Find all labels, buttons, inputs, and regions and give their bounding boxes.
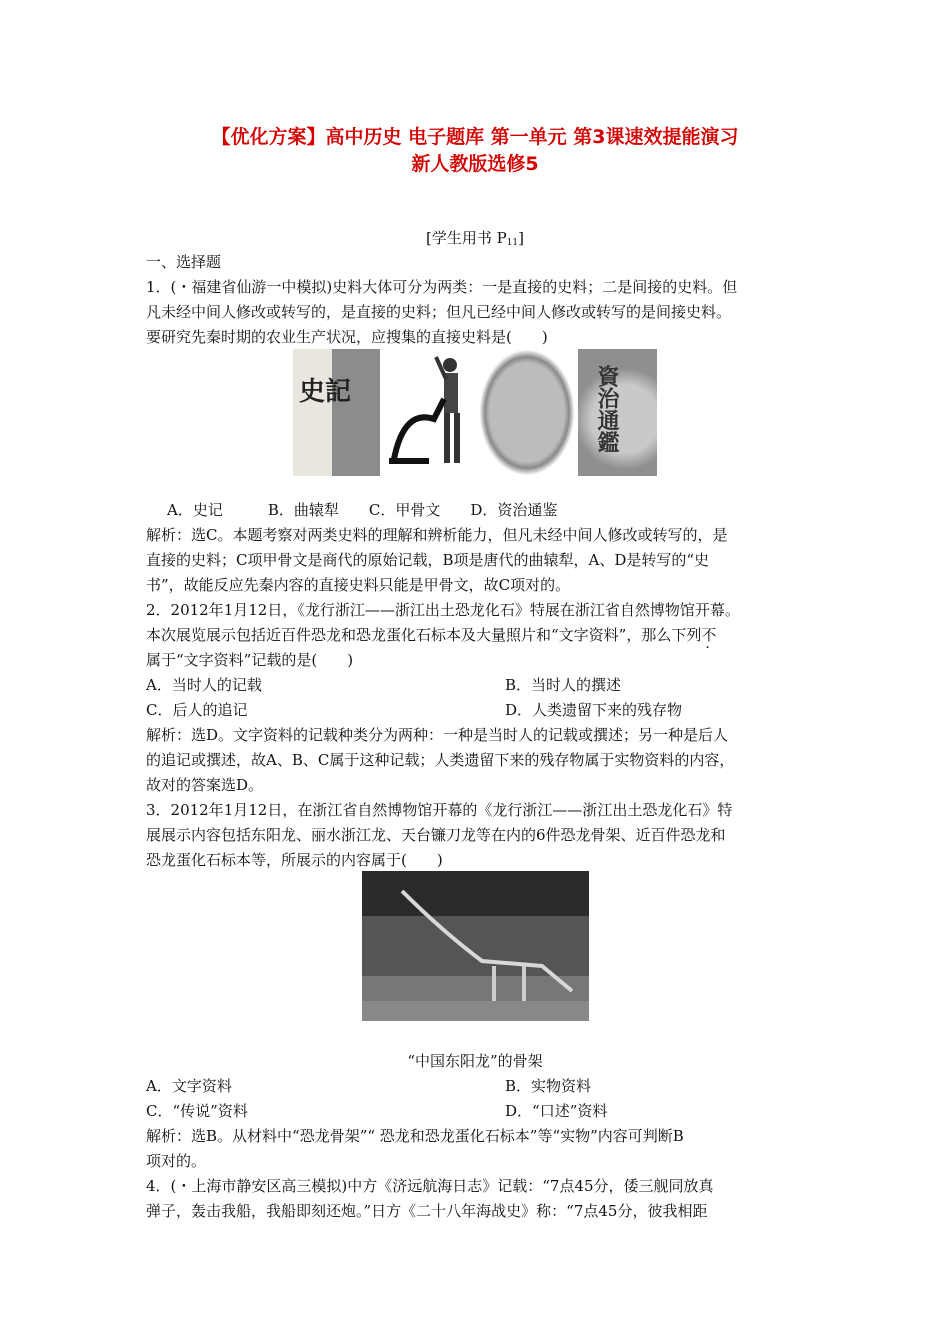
- q1-line: 要研究先秦时期的农业生产状况，应搜集的直接史料是( ): [146, 328, 548, 346]
- q1-line: 凡未经中间人修改或转写的，是直接的史料；但凡已经中间人修改或转写的是间接史料。: [146, 303, 732, 321]
- plough-illustration: [384, 349, 476, 476]
- q2-analysis-line: 故对的答案选D。: [146, 776, 264, 794]
- q3-option-a: A．文字资料: [146, 1077, 232, 1095]
- q3-option-c: C．“传说”资料: [146, 1102, 248, 1120]
- oracle-bone-image: [479, 349, 575, 476]
- q1-analysis-line: 书”，故能反应先秦内容的直接史料只能是甲骨文，故C项对的。: [146, 576, 571, 594]
- q2-option-b: B．当时人的撰述: [505, 676, 622, 694]
- q2-analysis-line: 解析：选D。文字资料的记载种类分为两种：一种是当时人的记载或撰述；另一种是后人: [146, 726, 729, 744]
- section-heading: 一、选择题: [146, 253, 222, 271]
- q4-line: 4．(・上海市静安区高三模拟)中方《济远航海日志》记载：“7点45分，倭三舰同放真: [146, 1177, 714, 1195]
- dinosaur-skeleton-photo: [362, 871, 589, 1021]
- skeleton-illustration: [362, 871, 589, 1021]
- curved-plough-image: [384, 349, 476, 476]
- q3-option-b: B．实物资料: [505, 1077, 592, 1095]
- q2-line: 本次展览展示包括近百件恐龙和恐龙蛋化石标本及大量照片和“文字资料”，那么下列不: [146, 626, 717, 644]
- q1-line: 1．(・福建省仙游一中模拟)史料大体可分为两类：一是直接的史料；二是间接的史料。但: [146, 278, 738, 296]
- q3-line: 恐龙蛋化石标本等，所展示的内容属于( ): [146, 851, 443, 869]
- book1-title: 史記: [299, 377, 352, 407]
- source-reference: [学生用书 $P_{11}$]: [425, 229, 525, 248]
- shiji-book-image: [293, 349, 380, 476]
- q2-option-d: D．人类遗留下来的残存物: [505, 701, 683, 719]
- q2-option-a: A．当时人的记载: [146, 676, 262, 694]
- q3-analysis-line: 项对的。: [146, 1152, 207, 1170]
- zizhi-tongjian-book-image: [578, 349, 657, 476]
- q2-analysis-line: 的追记或撰述，故A、B、C属于这种记载；人类遗留下来的残存物属于实物资料的内容，: [146, 751, 735, 769]
- photo-caption: “中国东阳龙”的骨架: [407, 1052, 543, 1070]
- q2-line: 2．2012年1月12日，《龙行浙江——浙江出土恐龙化石》特展在浙江省自然博物馆开幕。: [146, 601, 740, 619]
- q1-analysis-line: 解析：选C。本题考察对两类史料的理解和辨析能力，但凡未经中间人修改或转写的，是: [146, 526, 728, 544]
- q2-option-c: C．后人的追记: [146, 701, 248, 719]
- document-title-line1: 【优化方案】高中历史 电子题库 第一单元 第3课速效提能演习: [211, 126, 739, 148]
- q3-line: 3．2012年1月12日，在浙江省自然博物馆开幕的《龙行浙江——浙江出土恐龙化石》特: [146, 801, 733, 819]
- book2-title: 資治通鑑: [594, 365, 620, 453]
- q3-line: 展展示内容包括东阳龙、丽水浙江龙、天台镰刀龙等在内的6件恐龙骨架、近百件恐龙和: [146, 826, 726, 844]
- q3-option-d: D．“口述”资料: [505, 1102, 608, 1120]
- q2-line: 属于“文字资料”记载的是( ): [146, 651, 354, 669]
- emphasis-not: 不: [701, 626, 717, 644]
- q4-line: 弹子，轰击我船，我船即刻还炮。”日方《二十八年海战史》称：“7点45分，彼我相距: [146, 1202, 708, 1220]
- q3-analysis-line: 解析：选B。从材料中“恐龙骨架”“ 恐龙和恐龙蛋化石标本”等“实物”内容可判断B: [146, 1127, 684, 1145]
- document-title-line2: 新人教版选修5: [411, 153, 539, 175]
- q1-options: A．史记 B．曲辕犁 C．甲骨文 D．资治通鉴: [167, 501, 558, 519]
- q1-analysis-line: 直接的史料；C项甲骨文是商代的原始记载，B项是唐代的曲辕犁，A、D是转写的“史: [146, 551, 710, 569]
